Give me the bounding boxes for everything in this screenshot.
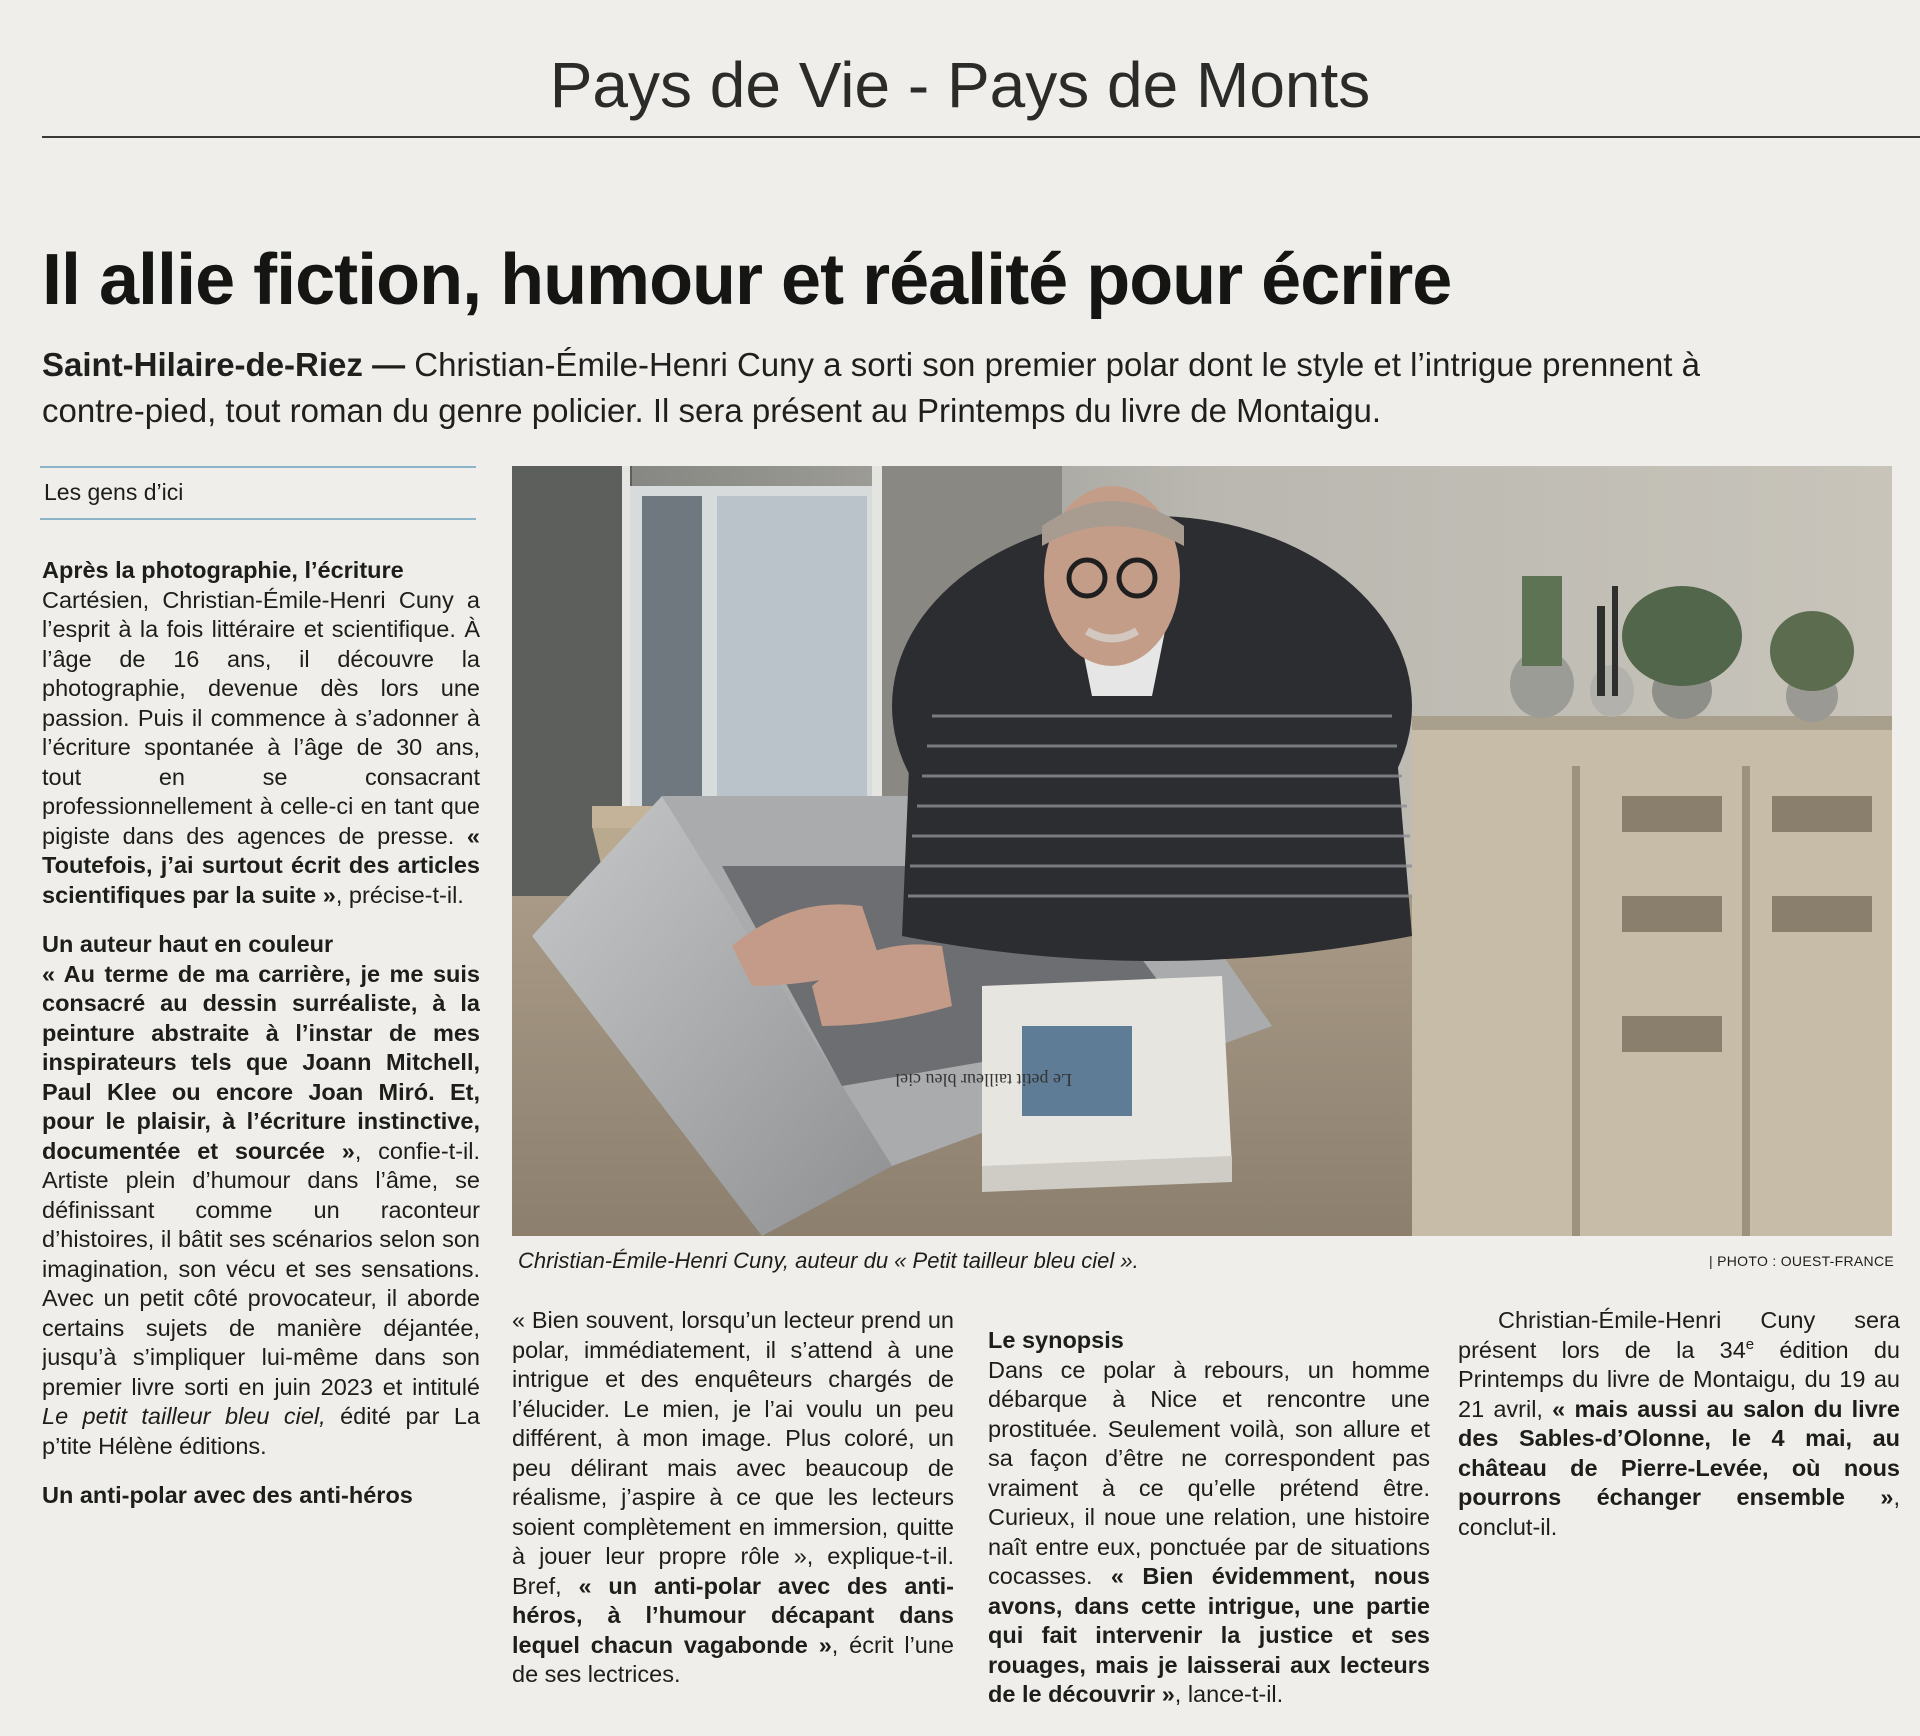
subheading: Un auteur haut en couleur (42, 931, 334, 957)
paragraph (988, 1356, 1430, 1710)
column-1 (42, 556, 480, 1736)
column-2 (512, 1306, 954, 1736)
headline: Il allie fiction, humour et réalité pour écrire (42, 240, 1452, 320)
superscript: e (1745, 1335, 1755, 1353)
paragraph (42, 960, 480, 1462)
section-title: Pays de Vie - Pays de Monts (549, 49, 1371, 121)
text: , écrit l’une de ses lectrices. (512, 1631, 954, 1687)
text: Christian-Émile-Henri Cuny sera présent lors de la 34 (1458, 1307, 1900, 1363)
article-photo (512, 466, 1892, 1236)
header-rule (42, 136, 1920, 138)
column-3 (988, 1306, 1430, 1736)
text: , précise-t-il. (335, 881, 464, 908)
paragraph (512, 1306, 954, 1690)
text: Cartésien, Christian-Émile-Henri Cuny a l’esprit à la fois littéraire et scientifique. À l’âge de 16 ans, il découvre la photographie, devenue dès lors une passion. Puis il commence à s’adonner à l’écriture spontanée à l’âge de 30 ans, tout en se consacrant professionnellement à celle-ci en tant que pigiste dans des agences de presse. (42, 586, 480, 849)
column-4 (1458, 1306, 1900, 1736)
paragraph (1458, 1306, 1900, 1542)
rubric-box (40, 466, 476, 520)
quote: « mais aussi au salon du livre des Sables-d’Olonne, le 4 mai, au château de Pierre-Levée, où nous pourrons échanger ensemble » (1458, 1395, 1900, 1510)
quote: « Bien évidemment, nous avons, dans cette intrigue, une partie qui fait intervenir la justice et ses rouages, mais je laisserai aux lecteurs de le découvrir » (988, 1563, 1430, 1707)
text: édité par La p’tite Hélène éditions. (42, 1403, 480, 1459)
standfirst-text: Christian-Émile-Henri Cuny a sorti son premier polar dont le style et l’intrigue prennent à contre-pied, tout roman du genre policier. Il sera présent au Printemps du livre de Montaigu. (42, 346, 1700, 429)
text: , conclut-il. (1458, 1484, 1900, 1540)
subheading: Un anti-polar avec des anti-héros (42, 1482, 413, 1508)
book-cover-title: Le petit tailleur bleu ciel (895, 1070, 1072, 1090)
text: , lance-t-il. (1174, 1681, 1284, 1707)
standfirst (42, 342, 1722, 434)
quote: « Toutefois, j’ai surtout écrit des articles scientifiques par la suite » (42, 822, 480, 908)
text: Dans ce polar à rebours, un homme débarque à Nice et rencontre une prostituée. Seulement voilà, son allure et sa façon d’être ne correspondent pas vraiment à ce qu’elle prétend être. Curieux, il noue une relation, une histoire naît entre eux, ponctuée par de situations cocasses. (988, 1356, 1430, 1589)
dateline: Saint-Hilaire-de-Riez — (42, 346, 415, 383)
subheading: Après la photographie, l’écriture (42, 557, 404, 583)
subheading: Le synopsis (988, 1327, 1124, 1353)
text: , confie-t-il. Artiste plein d’humour dans l’âme, se définissant comme un raconteur d’histoires, il bâtit ses scénarios selon son imagination, son vécu et ses sensations. Avec un petit côté provocateur, il aborde certains sujets de manière déjantée, jusqu’à s’impliquer lui-même dans son premier livre sorti en juin 2023 et intitulé (42, 1137, 480, 1400)
photo-caption: Christian-Émile-Henri Cuny, auteur du « Petit tailleur bleu ciel ». (518, 1248, 1139, 1273)
book-title: Le petit tailleur bleu ciel, (42, 1403, 326, 1429)
quote: « Au terme de ma carrière, je me suis consacré au dessin surréaliste, à la peinture abstraite à l’instar de mes inspirateurs tels que Joann Mitchell, Paul Klee ou encore Joan Miró. Et, pour le plaisir, à l’écriture instinctive, documentée et sourcée » (42, 960, 480, 1164)
quote: « un anti-polar avec des anti-héros, à l’humour décapant dans lequel chacun vagabonde » (512, 1572, 954, 1658)
text: « Bien souvent, lorsqu’un lecteur prend un polar, immédiatement, il s’attend à une intrigue et des enquêteurs chargés de l’élucider. Le mien, je l’ai voulu un peu différent, à mon image. Plus coloré, un peu délirant mais avec beaucoup de réalisme, j’aspire à ce que les lecteurs soient complètement en immersion, quitte à jouer leur propre rôle », explique-t-il. Bref, (512, 1307, 954, 1599)
text: édition du Printemps du livre de Montaigu, du 19 au 21 avril, (1458, 1336, 1900, 1422)
paragraph (42, 586, 480, 911)
rubric-label: Les gens d’ici (44, 479, 184, 505)
photo-credit: | PHOTO : OUEST-FRANCE (1709, 1253, 1894, 1269)
